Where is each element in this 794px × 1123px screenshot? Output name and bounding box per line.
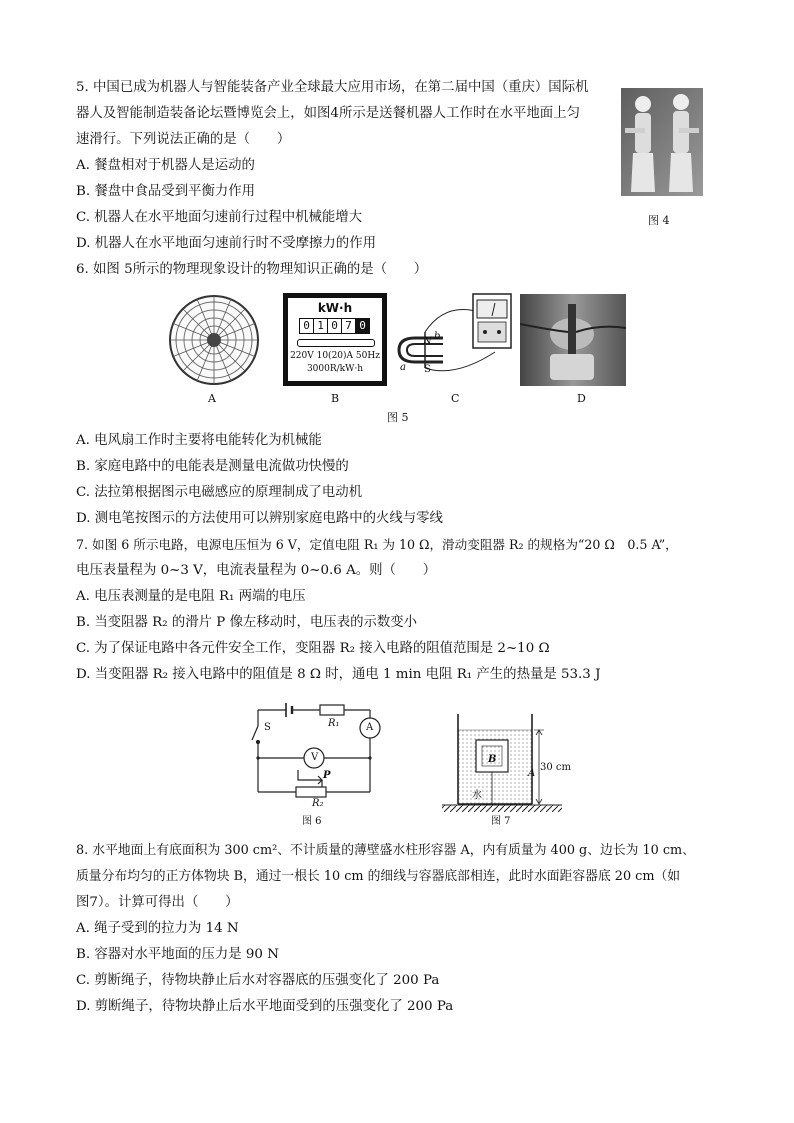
q5-option-d: D. 机器人在水平地面匀速前行时不受摩擦力的作用 xyxy=(76,236,376,251)
q7-stem-line-2: 电压表量程为 0~3 V，电流表量程为 0~0.6 A。则（ ） xyxy=(76,563,437,578)
meter-digit: 0 xyxy=(356,319,369,333)
q8-option-b: B. 容器对水平地面的压力是 90 N xyxy=(76,947,279,962)
fig6-label-s: S xyxy=(264,722,271,733)
q6-option-b: B. 家庭电路中的电能表是测量电流做功快慢的 xyxy=(76,459,349,474)
q7-stem-line-1: 7. 如图 6 所示电路，电源电压恒为 6 V，定值电阻 R₁ 为 10 Ω，滑动变阻器 R₂ 的规格为“20 Ω 0.5 A”， xyxy=(76,537,678,552)
meter-spec-1: 220V 10(20)A 50Hz xyxy=(290,351,380,361)
meter-digit: 1 xyxy=(314,319,328,333)
fig6-label-r2: R₂ xyxy=(312,798,324,809)
q6-option-a: A. 电风扇工作时主要将电能转化为机械能 xyxy=(76,433,322,448)
fig5c-label-n: N xyxy=(423,336,432,347)
fig4-caption: 图 4 xyxy=(648,214,670,227)
electromagnetic-induction-setup xyxy=(395,292,517,384)
fig5-caption: 图 5 xyxy=(387,411,409,424)
fig5c-label-a: a xyxy=(400,362,406,373)
fig5c-label-s: S xyxy=(424,364,431,375)
fig7-height-label: 30 cm xyxy=(540,762,571,773)
meter-disc xyxy=(297,339,375,347)
meter-spec-2: 3000R/kW·h xyxy=(306,364,364,374)
fig5c-label-b: b xyxy=(434,331,441,342)
robot-photo xyxy=(621,88,703,196)
fig7-label-a: A xyxy=(528,768,536,779)
q6-option-d: D. 测电笔按图示的方法使用可以辨别家庭电路中的火线与零线 xyxy=(76,511,443,526)
q8-stem-line-1: 8. 水平地面上有底面积为 300 cm²、不计质量的薄壁盛水柱形容器 A，内有质量为 400 g、边长为 10 cm、 xyxy=(76,843,695,858)
electric-fan-image xyxy=(166,294,262,386)
test-pen-photo xyxy=(520,294,626,386)
q8-option-d: D. 剪断绳子，待物块静止后水平地面受到的压强变化了 200 Pa xyxy=(76,999,454,1014)
q7-option-a: A. 电压表测量的是电阻 R₁ 两端的电压 xyxy=(76,589,306,604)
meter-digit: 0 xyxy=(328,319,342,333)
fig7-label-water: 水 xyxy=(472,790,482,801)
q7-option-c: C. 为了保证电路中各元件安全工作，变阻器 R₂ 接入电路的阻值范围是 2~10 Ω xyxy=(76,641,550,656)
q8-stem-line-3: 图7）。计算可得出（ ） xyxy=(76,895,239,910)
fig6-label-p: P xyxy=(323,770,331,781)
q7-option-b: B. 当变阻器 R₂ 的滑片 P 像左移动时，电压表的示数变小 xyxy=(76,615,418,630)
meter-digits xyxy=(299,318,370,334)
q8-stem-line-2: 质量分布均匀的正方体物块 B，通过一根长 10 cm 的细线与容器底部相连，此时水面距容器底 20 cm（如 xyxy=(76,869,681,884)
q8-option-c: C. 剪断绳子，待物块静止后水对容器底的压强变化了 200 Pa xyxy=(76,973,440,988)
q5-stem-line-2: 器人及智能制造装备论坛暨博览会上，如图4所示是送餐机器人工作时在水平地面上匀 xyxy=(76,106,580,121)
q6-option-c: C. 法拉第根据图示电磁感应的原理制成了电动机 xyxy=(76,485,363,500)
fig6-caption: 图 6 xyxy=(302,816,322,827)
fig6-ammeter-label: A xyxy=(366,722,374,733)
meter-digit: 0 xyxy=(300,319,314,333)
meter-digit: 7 xyxy=(342,319,356,333)
fig6-label-r1: R₁ xyxy=(328,718,340,729)
q5-option-a: A. 餐盘相对于机器人是运动的 xyxy=(76,158,255,173)
fig6-voltmeter-label: V xyxy=(311,752,319,763)
q5-option-b: B. 餐盘中食品受到平衡力作用 xyxy=(76,184,256,199)
fig7-label-b: B xyxy=(488,754,497,765)
fig5-label-a: A xyxy=(208,392,216,405)
fig5-label-b: B xyxy=(331,392,340,405)
q5-stem-line-3: 速滑行。下列说法正确的是（ ） xyxy=(76,132,291,147)
q5-option-c: C. 机器人在水平地面匀速前行过程中机械能增大 xyxy=(76,210,363,225)
q7-option-d: D. 当变阻器 R₂ 接入电路中的阻值是 8 Ω 时，通电 1 min 电阻 R₁ 产生的热量是 53.3 J xyxy=(76,667,601,682)
electric-meter xyxy=(283,293,387,386)
q6-stem: 6. 如图 5所示的物理现象设计的物理知识正确的是（ ） xyxy=(76,262,428,277)
q5-stem-line-1: 5. 中国已成为机器人与智能装备产业全球最大应用市场，在第二届中国（重庆）国际机 xyxy=(76,80,589,95)
meter-unit: kW·h xyxy=(317,301,353,315)
fig7-caption: 图 7 xyxy=(491,816,511,827)
fig5-label-c: C xyxy=(451,392,460,405)
fig5-label-d: D xyxy=(577,392,586,405)
q8-option-a: A. 绳子受到的拉力为 14 N xyxy=(76,921,239,936)
